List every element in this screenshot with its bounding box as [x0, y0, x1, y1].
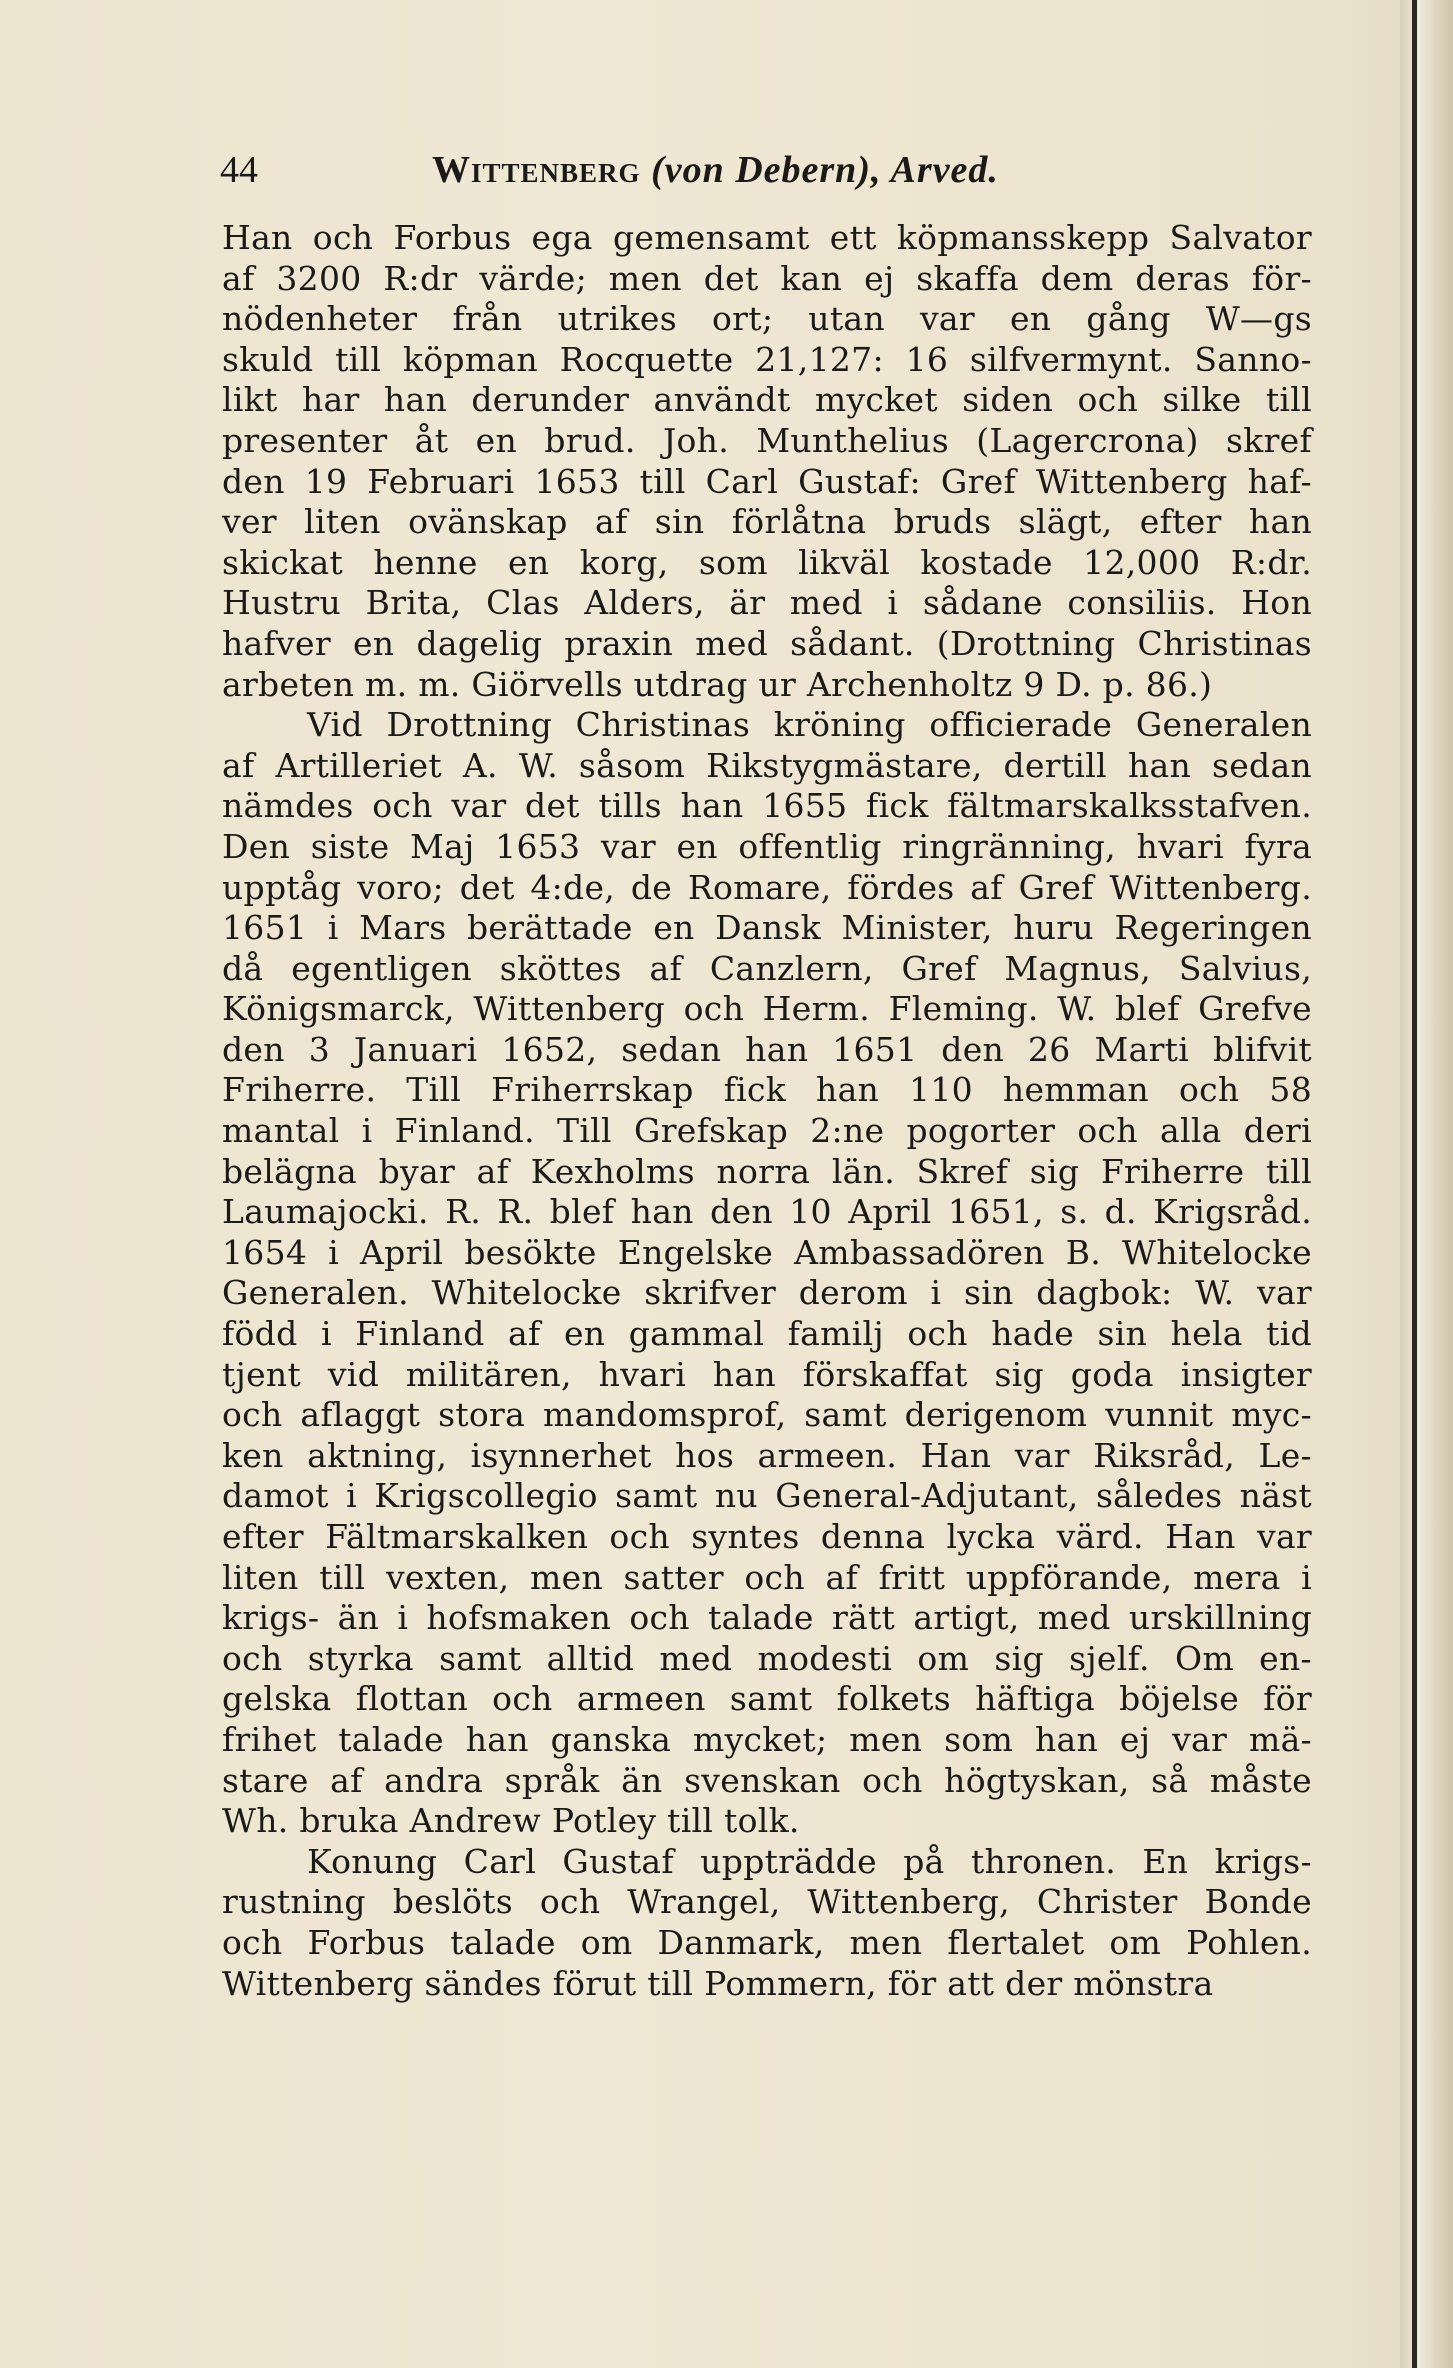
text-line: arbeten m. m. Giörvells utdrag ur Archenholtz 9 D. p. 86.)	[222, 664, 1213, 704]
binding-shadow	[1412, 0, 1417, 2368]
text-line: rustning beslöts och Wrangel, Wittenberg, Christer Bonde	[222, 1882, 1312, 1922]
facing-page-edge	[1400, 0, 1453, 2368]
text-line: och Forbus talade om Danmark, men flertalet om Pohlen.	[222, 1922, 1312, 1962]
text-line: gelska flottan och armeen samt folkets häftiga böjelse för	[222, 1679, 1312, 1719]
text-line: upptåg voro; det 4:de, de Romare, fördes af Gref Wittenberg.	[222, 867, 1312, 907]
text-line: och aflaggt stora mandomsprof, samt derigenom vunnit myc-	[222, 1395, 1312, 1435]
text-line: nödenheter från utrikes ort; utan var en gång W—gs	[222, 299, 1312, 339]
text-line: Vid Drottning Christinas kröning officierade Generalen	[307, 705, 1312, 745]
text-line: och styrka samt alltid med modesti om sig sjelf. Om en-	[222, 1638, 1312, 1678]
text-line: Königsmarck, Wittenberg och Herm. Fleming. W. blef Grefve	[222, 989, 1312, 1029]
text-line: Hustru Brita, Clas Alders, är med i sådane consiliis. Hon	[222, 583, 1312, 623]
text-line: ver liten ovänskap af sin förlåtna bruds slägt, efter han	[222, 502, 1312, 542]
running-title-name: Wittenberg	[432, 149, 641, 191]
text-line: ken aktning, isynnerhet hos armeen. Han var Riksråd, Le-	[222, 1435, 1312, 1475]
text-line: Den siste Maj 1653 var en offentlig ringränning, hvari fyra	[222, 826, 1312, 866]
text-line: 1654 i April besökte Engelske Ambassadören B. Whitelocke	[222, 1232, 1312, 1272]
text-line: belägna byar af Kexholms norra län. Skref sig Friherre till	[222, 1151, 1312, 1191]
text-line: Laumajocki. R. R. blef han den 10 April 1651, s. d. Krigsråd.	[222, 1192, 1312, 1232]
text-line: tjent vid militären, hvari han förskaffat sig goda insigter	[222, 1354, 1312, 1394]
text-line: efter Fältmarskalken och syntes denna lycka värd. Han var	[222, 1517, 1312, 1556]
running-title-subtitle: (von Debern), Arved.	[651, 149, 999, 191]
text-line: mantal i Finland. Till Grefskap 2:ne pogorter och alla deri	[222, 1111, 1312, 1151]
text-line: Friherre. Till Friherrskap fick han 110 hemman och 58	[222, 1070, 1312, 1110]
body-text	[222, 218, 1312, 2004]
running-title	[432, 145, 999, 195]
text-line: Wh. bruka Andrew Potley till tolk.	[222, 1801, 800, 1841]
text-line: stare af andra språk än svenskan och högtyskan, så måste	[222, 1760, 1312, 1800]
text-line: Wittenberg sändes förut till Pommern, för att der mönstra	[222, 1963, 1214, 2003]
text-line: krigs- än i hofsmaken och talade rätt artigt, med urskillning	[222, 1598, 1312, 1638]
text-line: den 19 Februari 1653 till Carl Gustaf: Gref Wittenberg haf-	[222, 461, 1312, 501]
text-line: skuld till köpman Rocquette 21,127: 16 silfvermynt. Sanno-	[222, 339, 1312, 379]
text-line: hafver en dagelig praxin med sådant. (Drottning Christinas	[222, 623, 1312, 663]
text-line: presenter åt en brud. Joh. Munthelius (Lagercrona) skref	[222, 420, 1312, 460]
page-number: 44	[220, 149, 258, 191]
text-line: då egentligen sköttes af Canzlern, Gref Magnus, Salvius,	[222, 948, 1312, 988]
text-line: af Artilleriet A. W. såsom Rikstygmästare, dertill han sedan	[222, 745, 1312, 785]
running-header	[220, 145, 1220, 195]
text-line: Generalen. Whitelocke skrifver derom i sin dagbok: W. var	[222, 1273, 1312, 1313]
text-line: Konung Carl Gustaf uppträdde på thronen. En krigs-	[307, 1841, 1312, 1881]
text-line: skickat henne en korg, som likväl kostade 12,000 R:dr.	[222, 542, 1312, 582]
text-line: Han och Forbus ega gemensamt ett köpmansskepp Salvator	[222, 218, 1312, 257]
text-line: af 3200 R:dr värde; men det kan ej skaffa dem deras för-	[222, 258, 1312, 298]
text-line: damot i Krigscollegio samt nu General-Adjutant, således näst	[222, 1476, 1312, 1516]
text-line: frihet talade han ganska mycket; men som han ej var mä-	[222, 1719, 1312, 1759]
text-line: 1651 i Mars berättade en Dansk Minister, huru Regeringen	[222, 908, 1312, 948]
text-line: född i Finland af en gammal familj och hade sin hela tid	[222, 1314, 1312, 1354]
text-line: liten till vexten, men satter och af fritt uppförande, mera i	[222, 1557, 1312, 1597]
text-line: den 3 Januari 1652, sedan han 1651 den 26 Marti blifvit	[222, 1029, 1312, 1069]
text-line: likt har han derunder användt mycket siden och silke till	[222, 380, 1312, 420]
text-line: nämdes och var det tills han 1655 fick fältmarskalksstafven.	[222, 786, 1312, 826]
